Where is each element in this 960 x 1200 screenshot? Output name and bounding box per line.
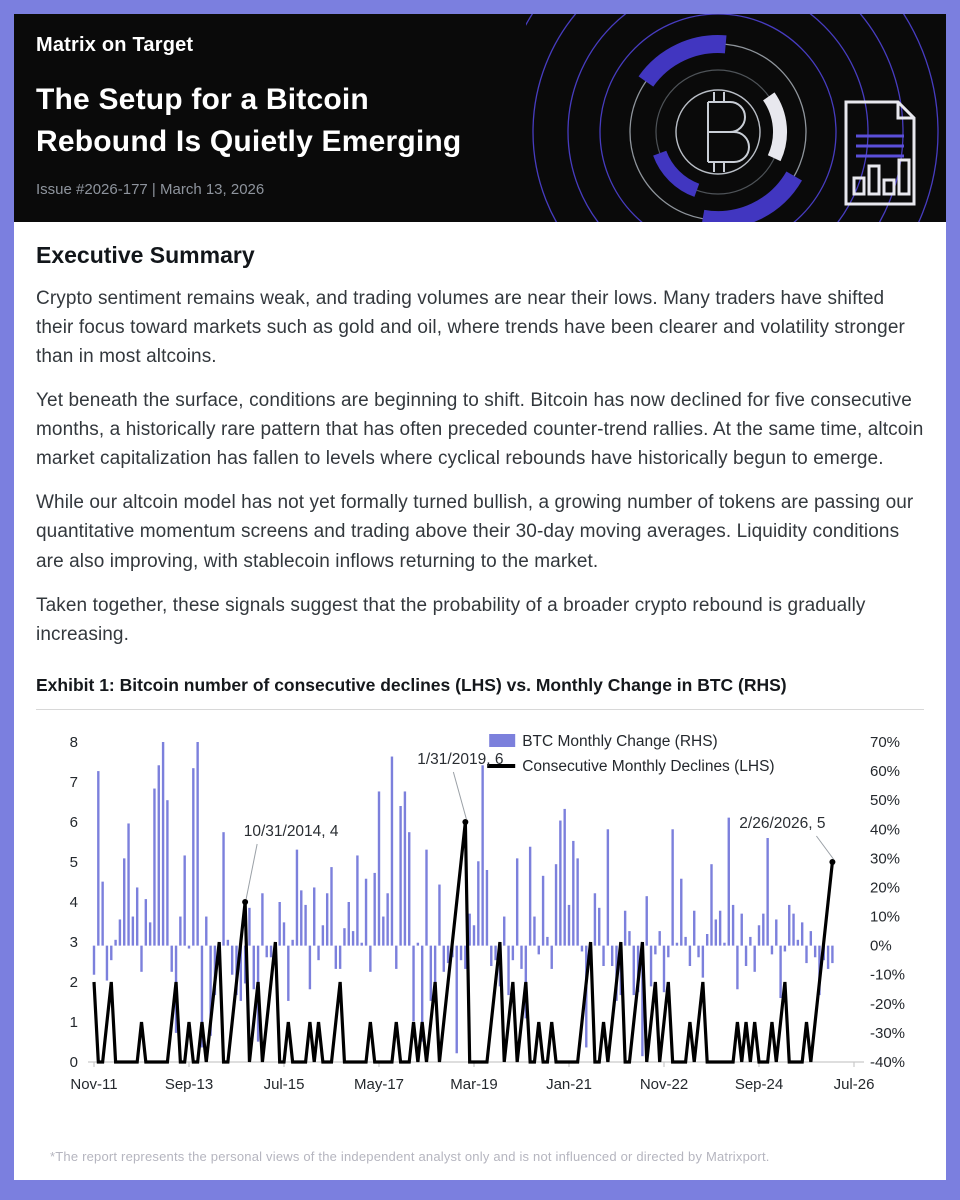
summary-paragraph: Crypto sentiment remains weak, and trading volumes are near their lows. Many traders have shifted their focus toward markets such as gold and oil, where trends have been clearer and volatility stronger than in most altcoins. bbox=[36, 288, 905, 368]
svg-text:Sep-24: Sep-24 bbox=[734, 1075, 784, 1093]
svg-text:Mar-19: Mar-19 bbox=[450, 1075, 498, 1093]
svg-text:6: 6 bbox=[69, 813, 78, 831]
exhibit-title: Exhibit 1: Bitcoin number of consecutive declines (LHS) vs. Monthly Change in BTC (RHS) bbox=[36, 674, 787, 695]
header-banner bbox=[14, 14, 946, 222]
svg-text:Nov-11: Nov-11 bbox=[70, 1075, 118, 1093]
svg-text:0: 0 bbox=[69, 1053, 78, 1071]
svg-text:May-17: May-17 bbox=[353, 1075, 405, 1093]
summary-paragraph: While our altcoin model has not yet formally turned bullish, a growing number of tokens are passing our quantitative momentum screens and trading above their 30-day moving averages. Liquidity conditions are also improving, with stablecoin inflows returning to the market. bbox=[36, 492, 914, 572]
svg-text:3: 3 bbox=[69, 933, 78, 951]
page-title-line2: Rebound Is Quietly Emerging bbox=[36, 125, 462, 158]
svg-text:Jan-21: Jan-21 bbox=[546, 1075, 592, 1093]
page-title bbox=[36, 79, 924, 163]
svg-text:-20%: -20% bbox=[870, 995, 906, 1013]
issue-date-line: Issue #2026-177 | March 13, 2026 bbox=[36, 181, 265, 198]
svg-text:-30%: -30% bbox=[870, 1024, 906, 1042]
svg-text:40%: 40% bbox=[870, 820, 901, 838]
svg-text:Nov-22: Nov-22 bbox=[639, 1075, 689, 1093]
svg-text:-40%: -40% bbox=[870, 1053, 906, 1071]
section-heading: Executive Summary bbox=[36, 242, 255, 268]
svg-text:-10%: -10% bbox=[870, 966, 906, 984]
svg-text:4: 4 bbox=[69, 893, 78, 911]
svg-text:BTC Monthly Change (RHS): BTC Monthly Change (RHS) bbox=[522, 732, 718, 750]
svg-text:70%: 70% bbox=[870, 733, 901, 751]
svg-text:Jul-15: Jul-15 bbox=[263, 1075, 305, 1093]
svg-text:2/26/2026, 5: 2/26/2026, 5 bbox=[739, 814, 826, 832]
svg-text:7: 7 bbox=[69, 773, 78, 791]
disclaimer-footnote: *The report represents the personal views of the independent analyst only and is not influenced or directed by Matrixport. bbox=[50, 1149, 770, 1164]
divider bbox=[36, 709, 924, 710]
svg-text:1: 1 bbox=[69, 1013, 78, 1031]
svg-text:60%: 60% bbox=[870, 762, 901, 780]
svg-text:8: 8 bbox=[69, 733, 78, 751]
svg-text:Sep-13: Sep-13 bbox=[164, 1075, 214, 1093]
summary-paragraph: Yet beneath the surface, conditions are beginning to shift. Bitcoin has now declined for five consecutive months, a historically rare pattern that has often preceded counter-trend rallies. At the same time, altcoin market capitalization has fallen to levels where cyclical rebounds have historically begun to emerge. bbox=[36, 390, 924, 470]
page-title-line1: The Setup for a Bitcoin bbox=[36, 83, 369, 116]
svg-text:20%: 20% bbox=[870, 879, 901, 897]
svg-text:5: 5 bbox=[69, 853, 78, 871]
brand-title: Matrix on Target bbox=[36, 34, 194, 56]
svg-text:10/31/2014, 4: 10/31/2014, 4 bbox=[243, 822, 339, 840]
svg-text:30%: 30% bbox=[870, 850, 901, 868]
svg-text:2: 2 bbox=[69, 973, 78, 991]
svg-text:10%: 10% bbox=[870, 908, 901, 926]
svg-text:Consecutive Monthly Declines (: Consecutive Monthly Declines (LHS) bbox=[522, 757, 775, 775]
report-body bbox=[14, 222, 946, 1180]
svg-text:1/31/2019, 6: 1/31/2019, 6 bbox=[417, 750, 504, 768]
summary-paragraph: Taken together, these signals suggest that the probability of a broader crypto rebound is gradually increasing. bbox=[36, 594, 866, 645]
svg-text:50%: 50% bbox=[870, 791, 901, 809]
report-inner bbox=[14, 14, 946, 1180]
svg-text:Jul-26: Jul-26 bbox=[833, 1075, 875, 1093]
svg-text:0%: 0% bbox=[870, 937, 892, 955]
declines-vs-change-chart bbox=[36, 718, 924, 1110]
exhibit-chart bbox=[36, 718, 924, 1115]
